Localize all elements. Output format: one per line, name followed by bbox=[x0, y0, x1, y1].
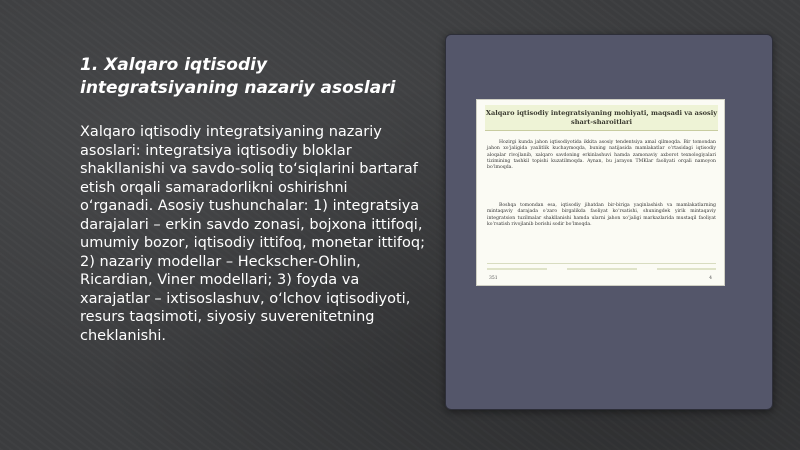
document-footer-decoration bbox=[487, 263, 716, 274]
document-page-number-right: 4 bbox=[709, 276, 712, 281]
document-page-image bbox=[476, 99, 725, 286]
slide-title: 1. Xalqaro iqtisodiy integratsiyaning nazariy asoslari bbox=[80, 55, 396, 98]
slide-body-text: Xalqaro iqtisodiy integratsiyaning nazariy asoslari: integratsiya iqtisodiy bloklar shakllanishi va savdo-soliq to‘siqlarini bartaraf etish orqali samaradorlikni oshirishni o‘rganadi. Asosiy tushunchalar: 1) integratsiya darajalari – erkin savdo zonasi, bojxona ittifoqi, umumiy bozor, iqtisodiy ittifoq, monetar ittifoq; 2) nazariy modellar – Heckscher-Ohlin, Ricardian, Viner modellari; 3) foyda va xarajatlar – ixtisoslashuv, o‘lchov iqtisodiyoti, resurs taqsimoti, siyosiy suverenitetning cheklanishi. bbox=[80, 124, 425, 344]
document-preview-panel bbox=[445, 34, 773, 410]
document-paragraph-1: Hozirgi kunda jahon iqtisodiyotida ikkita asosiy tendentsiya amal qilmoqda. Bir tomondan jahon xo‘jaligida yaxlitlik kuchaymoqda, buning natijasida mamlakatlar o‘rtasidagi iqtisodiy aloqalar rivojlanib, xalqaro savdoning erkinlashuvi hamda zamonaviy axborot texnologiyalari tizimining tashkil topishi kuzatilmoqda. Aynan, bu jarayon TMKlar faoliyati orqali namoyon bo‘lmoqda. bbox=[487, 140, 716, 171]
document-heading: Xalqaro iqtisodiy integratsiyaning mohiyati, maqsadi va asosiy shart-sharoitlari bbox=[485, 105, 718, 131]
document-paragraph-2: Boshqa tomondan esa, iqtisodiy jihatdan bir-biriga yaqinlashish va mamlakatlarning mintaqaviy darajada o‘zaro birgalikda faoliyat ko‘rsatishi, shuningdek yirik mintaqaviy integratsion tuzilmalar shakllanishi hamda ularni jahon xo‘jaligi markazlarida mustaqil faoliyat ko‘rsatish rivojlanib borishi sodir bo‘lmoqda. bbox=[487, 203, 716, 227]
document-page-number-left: 351 bbox=[489, 276, 498, 281]
